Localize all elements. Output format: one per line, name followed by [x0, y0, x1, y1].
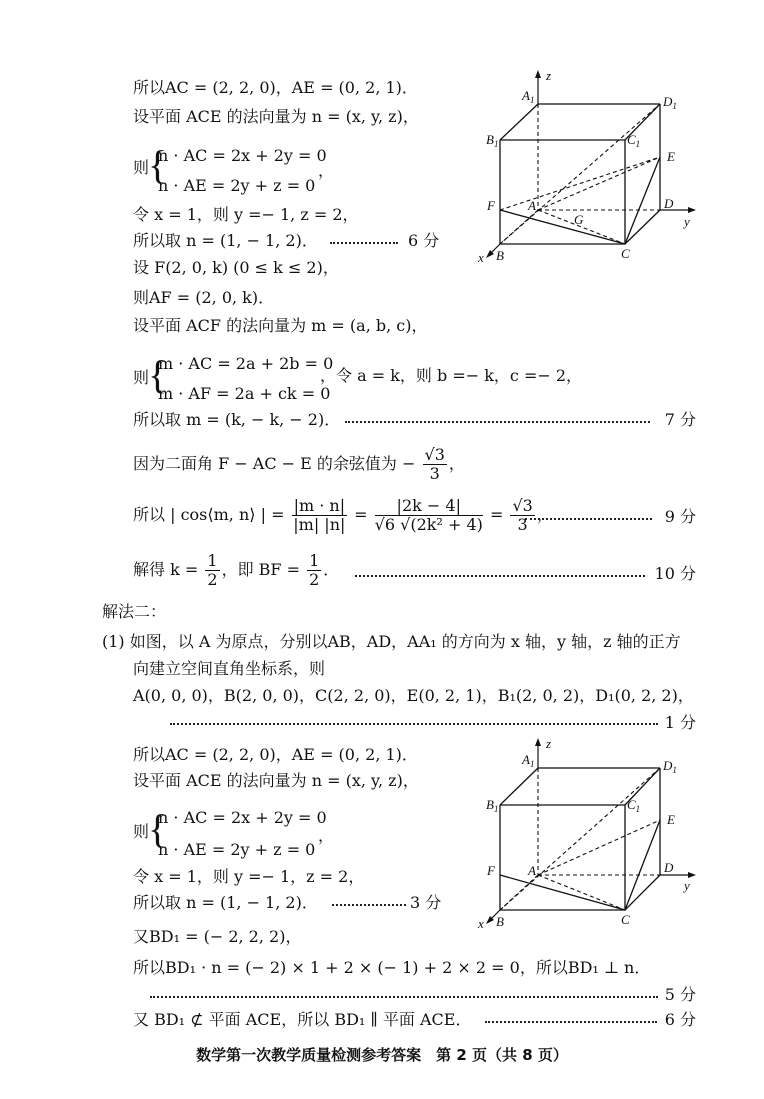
frac-sqrt3: $\frac{√3}{3}$	[512, 496, 533, 534]
system-eq2: n · AE = 2y + z = 0	[158, 176, 316, 195]
frac-k: $\frac{|2k - 4|}{\text{√6 √(2k² + 4)}}$	[374, 496, 483, 534]
line-let-x: 令 x = 1，则 y =− 1, z = 2，	[133, 205, 359, 224]
q-system-comma: ，	[318, 826, 335, 845]
svg-text:E: E	[667, 812, 675, 827]
line-ac-ae: 所以AC = (2, 2, 0)，AE = (0, 2, 1)．	[133, 78, 418, 97]
score-dots	[332, 904, 406, 906]
svg-text:A: A	[528, 863, 536, 878]
brace: {	[148, 142, 168, 187]
score-dots	[355, 575, 645, 577]
line-set-f: 设 F(2, 0, k) (0 ≤ k ≤ 2)，	[133, 258, 339, 277]
score-10: 10 分	[654, 564, 696, 583]
q-normal-n: 设平面 ACE 的法向量为 n = (x, y, z)，	[133, 771, 419, 790]
method2-title: 解法二：	[102, 602, 167, 621]
svg-text:A1: $A_1$	[522, 88, 535, 105]
svg-text:B1: $B_1$	[486, 132, 499, 149]
svg-text:B: B	[496, 248, 504, 263]
frac-half-2: $\frac{1}{2}$	[309, 551, 320, 589]
score-6b: 6 分	[664, 1010, 696, 1029]
q-system-eq2: n · AE = 2y + z = 0	[158, 840, 316, 859]
svg-text:E: E	[667, 149, 675, 164]
svg-text:D1: $D_1$	[663, 758, 677, 775]
system2-post: ，令 a = k，则 b =− k，c =− 2，	[320, 366, 583, 385]
label-z: z	[546, 68, 552, 83]
score-9: 9 分	[664, 507, 696, 526]
score-5: 5 分	[664, 985, 696, 1004]
frac-sqrt3-3: $\frac{√3}{3}$	[424, 445, 445, 483]
svg-text:B1: $B_1$	[486, 797, 499, 814]
line-take-m: 所以取 m = (k, − k, − 2)．	[133, 410, 341, 429]
score-dots	[170, 723, 658, 725]
svg-text:x: x	[478, 916, 484, 931]
svg-text:C1: $C_1$	[627, 797, 641, 814]
svg-text:F: F	[487, 198, 495, 213]
score-dots	[330, 242, 398, 244]
frac-half: $\frac{1}{2}$	[207, 551, 218, 589]
svg-text:F: F	[487, 863, 495, 878]
svg-text:A1: $A_1$	[522, 752, 535, 769]
score-dots	[345, 421, 650, 423]
score-dots	[485, 1021, 657, 1023]
svg-text:y: y	[684, 878, 690, 893]
score-3: 3 分	[410, 893, 442, 912]
q-ac-ae: 所以AC = (2, 2, 0)，AE = (0, 2, 1)．	[133, 745, 418, 764]
system-pre: 则	[133, 158, 150, 177]
svg-text:B: B	[496, 914, 504, 929]
part1-line2: 向建立空间直角坐标系，则	[133, 659, 326, 678]
system2-pre: 则	[133, 368, 150, 387]
score-7: 7 分	[664, 410, 696, 429]
system-eq1: n · AC = 2x + 2y = 0	[158, 146, 327, 165]
system-comma: ，	[318, 161, 335, 180]
line-normal-m: 设平面 ACF 的法向量为 m = (a, b, c)，	[133, 316, 428, 335]
svg-text:D1: $D_1$	[663, 94, 677, 111]
cube-figure-2	[470, 730, 710, 935]
q-system-pre: 则	[133, 822, 150, 841]
system2-eq1: m · AC = 2a + 2b = 0	[158, 354, 334, 373]
frac-mn: $\frac{|m \cdot n|}{|m| |n|}$	[293, 496, 346, 534]
line-cos-value: 因为二面角 F − AC − E 的余弦值为 − $\frac{√3}{3}$ ，	[133, 445, 465, 483]
cube-figure-1	[470, 62, 710, 272]
svg-text:C1: $C_1$	[627, 132, 641, 149]
score-6: 6 分	[408, 231, 440, 250]
page-footer: 数学第一次教学质量检测参考答案 第 2 页（共 8 页）	[196, 1046, 568, 1064]
score-1: 1 分	[664, 713, 696, 732]
svg-text:G: G	[574, 212, 584, 227]
part1-line1: (1) 如图，以 A 为原点，分别以AB，AD，AA₁ 的方向为 x 轴，y 轴，z 轴的正方	[102, 632, 681, 651]
brace3: {	[148, 806, 168, 851]
system2-eq2: m · AF = 2a + ck = 0	[158, 384, 331, 403]
q-system-eq1: n · AC = 2x + 2y = 0	[158, 808, 327, 827]
brace2: {	[148, 352, 168, 397]
q-parallel: 又 BD₁ ⊄ 平面 ACE，所以 BD₁ ∥ 平面 ACE．	[133, 1010, 472, 1029]
svg-text:z: z	[546, 736, 552, 751]
svg-text:C: C	[621, 246, 630, 261]
score-dots	[525, 518, 652, 520]
svg-text:y: y	[684, 214, 690, 229]
q-bd1: 又BD₁ = (− 2, 2, 2)，	[133, 927, 302, 946]
q-let-x: 令 x = 1，则 y =− 1，z = 2，	[133, 867, 365, 886]
svg-text:C: C	[621, 912, 630, 927]
line-normal-n: 设平面 ACE 的法向量为 n = (x, y, z)，	[133, 107, 419, 126]
q-take-n: 所以取 n = (1, − 1, 2)．	[133, 893, 318, 912]
line-take-n: 所以取 n = (1, − 1, 2)．	[133, 231, 318, 250]
svg-text:D: D	[664, 196, 674, 211]
svg-text:D: D	[664, 860, 674, 875]
line-solve-k: 解得 k = $\frac{1}{2}$ ，即 BF = $\frac{1}{2}$ ．	[133, 551, 340, 589]
part1-coords: A(0, 0, 0)，B(2, 0, 0)，C(2, 2, 0)，E(0, 2, 1)，B₁(2, 0, 2)，D₁(0, 2, 2)，	[133, 686, 694, 705]
svg-text:x: x	[478, 250, 484, 265]
svg-text:A: A	[528, 198, 536, 213]
line-af: 则AF = (2, 0, k)．	[133, 288, 275, 307]
q-bd1-dot: 所以BD₁ · n = (− 2) × 1 + 2 × (− 1) + 2 × 2 = 0，所以BD₁ ⊥ n．	[133, 958, 651, 977]
score-dots	[150, 996, 658, 998]
line-abs-cos: 所以 | cos⟨m, n⟩ | = $\frac{|m \cdot n|}{|m| |n|}$ = $\frac{|2k - 4|}{\text{√6 √(2k² + 4)}}$ = $\frac{√3}{3}$ ，	[133, 496, 553, 534]
